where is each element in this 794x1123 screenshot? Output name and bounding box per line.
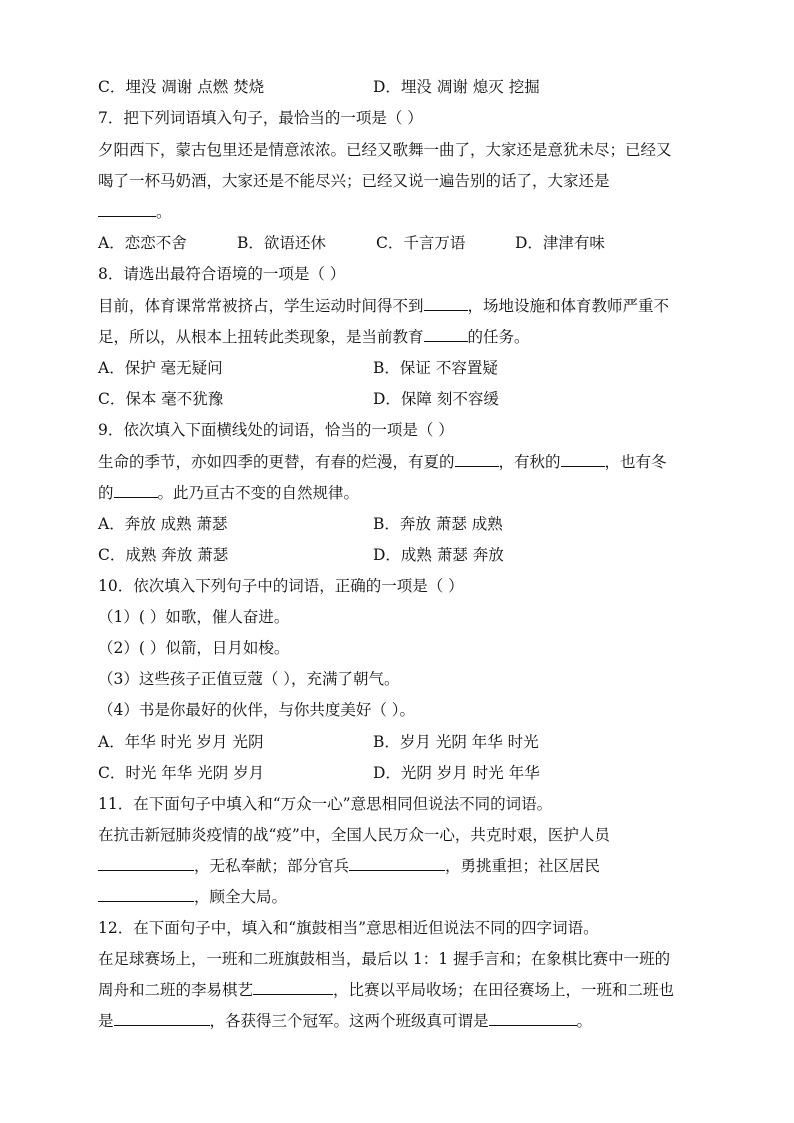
question-8-passage-line2: 足，所以，从根本上扭转此类现象，是当前教育 的任务。 [98,328,530,346]
q7-option-b[interactable]: B．欲语还休 [237,234,326,252]
question-7-stem: 7．把下列词语填入句子，最恰当的一项是（ ） [98,109,423,127]
question-10-sentence-1: （1）( ）如歌，催人奋进。 [98,608,290,626]
q9-option-c[interactable]: C．成熟 奔放 萧瑟 [98,546,229,564]
q8-option-d[interactable]: D．保障 刻不容缓 [373,390,499,408]
question-10-sentence-4: （4）书是你最好的伙伴，与你共度美好（ ）。 [98,701,416,719]
question-12-passage-line3: 是 ，各获得三个冠军。这两个班级真可谓是 。 [98,1012,593,1030]
q8-option-c[interactable]: C．保本 毫不犹豫 [98,390,224,408]
q10-option-c[interactable]: C．时光 年华 光阴 岁月 [98,764,265,782]
answer-blank[interactable] [253,979,333,995]
question-8-stem: 8．请选出最符合语境的一项是（ ） [98,265,346,283]
q8-option-a[interactable]: A．保护 毫无疑问 [98,359,223,377]
answer-blank[interactable] [114,482,158,498]
q9-option-b[interactable]: B．奔放 萧瑟 成熟 [373,515,503,533]
question-12-stem: 12．在下面句子中，填入和“旗鼓相当”意思相近但说法不同的四字词语。 [98,919,599,937]
answer-blank[interactable] [424,295,468,311]
question-10-sentence-3: （3）这些孩子正值豆蔻（ ），充满了朝气。 [98,670,400,688]
answer-blank[interactable] [114,1010,210,1026]
question-11-passage-line3: ，顾全大局。 [98,886,287,908]
q7-option-a[interactable]: A．恋恋不舍 [98,234,187,252]
q9-option-d[interactable]: D．成熟 萧瑟 奔放 [373,546,504,564]
question-10-sentence-2: （2）( ）似箭，日月如梭。 [98,639,290,657]
question-9-passage-line2: 的 。此乃亘古不变的自然规律。 [98,484,360,502]
answer-blank[interactable] [489,1010,577,1026]
answer-blank[interactable] [561,451,605,467]
question-12-passage-line2: 周舟和二班的李易棋艺 ，比赛以平局收场；在田径赛场上，一班和二班也 [98,981,675,999]
answer-blank[interactable] [424,326,468,342]
answer-blank[interactable] [98,201,156,217]
question-11-passage-line2: ，无私奉献；部分官兵 ，勇挑重担；社区居民 [98,855,600,877]
q7-option-c[interactable]: C．千言万语 [376,234,466,252]
answer-blank[interactable] [455,451,499,467]
q7-option-d[interactable]: D．津津有味 [515,234,605,252]
answer-blank[interactable] [98,855,194,871]
question-9-passage-line1: 生命的季节，亦如四季的更替，有春的烂漫，有夏的 ，有秋的 ，也有冬 [98,453,667,471]
q10-option-a[interactable]: A．年华 时光 岁月 光阴 [98,733,264,751]
question-7-passage-line3: 。 [98,201,172,223]
answer-blank[interactable] [349,855,445,871]
question-8-passage-line1: 目前，体育课常常被挤占，学生运动时间得不到 ，场地设施和体育教师严重不 [98,297,670,315]
question-9-stem: 9．依次填入下面横线处的词语，恰当的一项是（ ） [98,421,454,439]
question-11-passage-line1: 在抗击新冠肺炎疫情的战“疫”中，全国人民万众一心，共克时艰，医护人员 [98,826,610,844]
q8-option-b[interactable]: B．保证 不容置疑 [373,359,498,377]
q10-option-b[interactable]: B．岁月 光阴 年华 时光 [373,733,539,751]
q6-option-d: D．埋没 凋谢 熄灭 挖掘 [373,78,540,96]
question-10-stem: 10．依次填入下列句子中的词语，正确的一项是（ ） [98,577,464,595]
answer-blank[interactable] [98,886,194,902]
question-12-passage-line1: 在足球赛场上，一班和二班旗鼓相当，最后以 1：1 握手言和；在象棋比赛中一班的 [98,950,671,968]
question-7-options [98,232,605,254]
q9-option-a[interactable]: A．奔放 成熟 萧瑟 [98,515,228,533]
q10-option-d[interactable]: D．光阴 岁月 时光 年华 [373,764,540,782]
q6-option-c: C．埋没 凋谢 点燃 焚烧 [98,78,265,96]
question-7-passage-line2: 喝了一杯马奶酒，大家还是不能尽兴；已经又说一遍告别的话了，大家还是 [98,172,610,190]
question-7-passage-line1: 夕阳西下，蒙古包里还是情意浓浓。已经又歌舞一曲了，大家还是意犹未尽；已经又 [98,141,672,159]
question-11-stem: 11．在下面句子中填入和“万众一心”意思相同但说法不同的词语。 [98,795,553,813]
